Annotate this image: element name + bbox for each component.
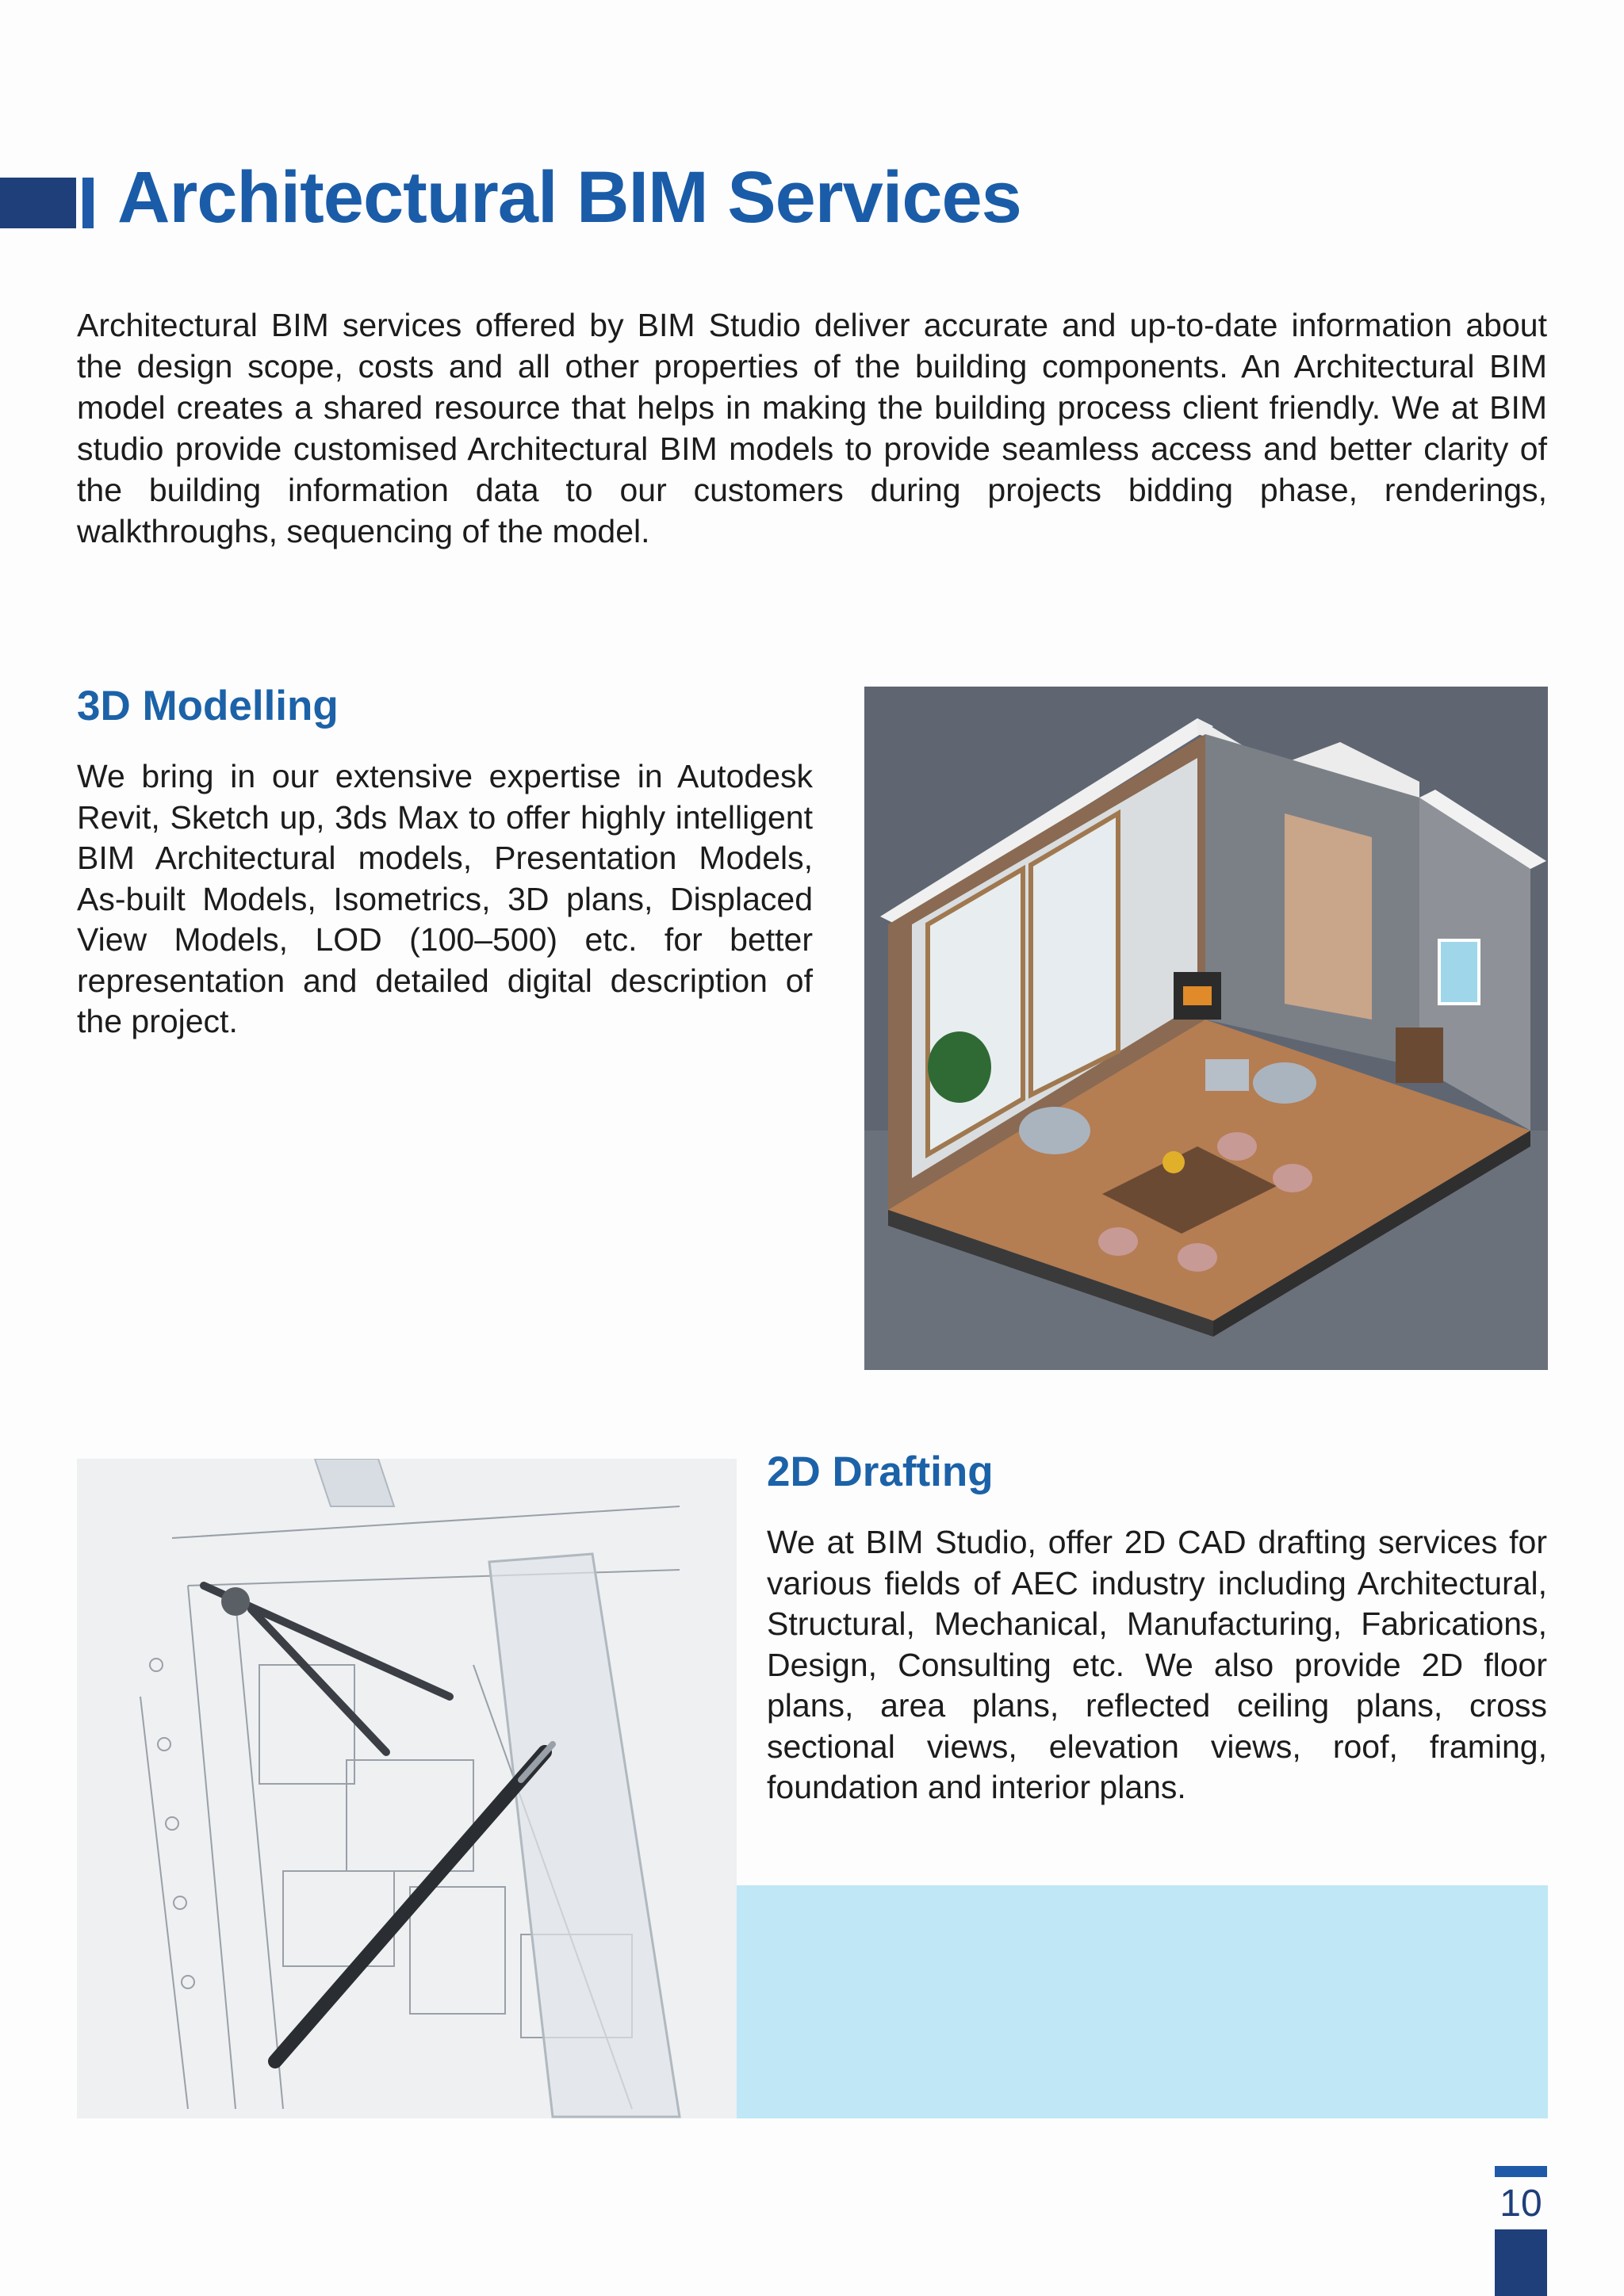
title-accent-stripe [82,178,94,228]
page-number-accent-top [1495,2166,1547,2177]
intro-paragraph: Architectural BIM services offered by BIM Studio deliver accurate and up-to-date information about the design scope, costs and all other properties of the building components. An Architectural BIM model creates a shared resource that helps in making the building process client friendly. We at BIM studio provide customised Architectural BIM models to provide seamless access and better clarity of the building information data to our customers during projects bidding phase, renderings, walkthroughs, sequencing of the model. [77,307,1547,549]
isometric-room-image [864,687,1548,1370]
page-title: Architectural BIM Services [117,157,1021,238]
page-number-accent-bottom [1495,2229,1547,2296]
drafting-paragraph: We at BIM Studio, offer 2D CAD drafting services for various fields of AEC industry including Architectural, Structural, Mechanical, Manufacturing, Fabrications, Design, Consulting etc. We also provide 2D floor plans, area plans, reflected ceiling plans, cross sectional views, elevation views, roof, framing, foundation and interior plans. [767,1524,1547,1805]
title-accent-bar [0,178,76,228]
modelling-heading: 3D Modelling [77,683,339,729]
drafting-heading: 2D Drafting [767,1448,994,1495]
page-number: 10 [1500,2183,1542,2225]
drafting-blueprint-image [77,1459,737,2118]
modelling-paragraph: We bring in our extensive expertise in Autodesk Revit, Sketch up, 3ds Max to offer highly intelligent BIM Architectural models, Presentation Models, As-built Models, Isometrics, 3D plans, Displaced View Models, LOD (100–500) etc. for better representation and detailed digital description of the project. [77,758,813,1039]
decorative-cyan-block [737,1885,1548,2118]
